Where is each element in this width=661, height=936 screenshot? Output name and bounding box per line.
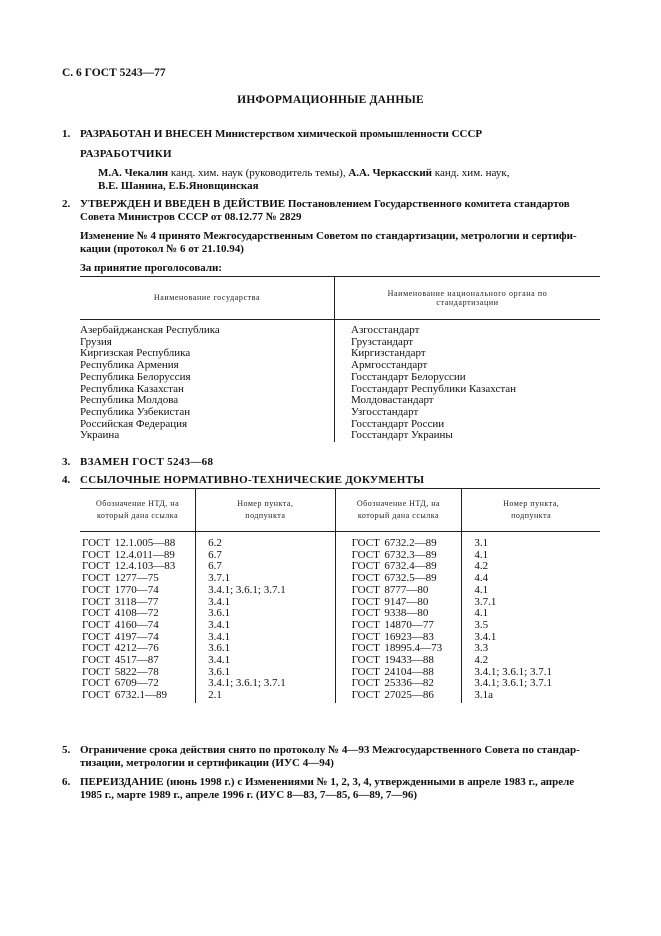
standards-body-name-value: Госстандарт Украины (351, 429, 453, 442)
ref-doc-value: 18995.4—73 (384, 642, 443, 655)
ref-doc-value: 12.4.011—89 (114, 548, 175, 561)
gost-prefix: ГОСТ (82, 689, 111, 702)
gost-prefix: ГОСТ (82, 583, 111, 596)
ref-item-value: 2.1 (208, 689, 222, 702)
gost-prefix: ГОСТ (351, 642, 380, 655)
state-name-value: Республика Белоруссия (80, 370, 191, 383)
ref-doc-value: 12.4.103—83 (114, 560, 176, 573)
standards-body-name-value: Киргизстандарт (351, 347, 426, 360)
section-6-line-2: 1985 г., марте 1989 г., апреле 1996 г. (ИУС 8—83, 7—85, 6—89, 7—96) (80, 789, 418, 801)
ref-item-value: 4.4 (474, 572, 489, 585)
ref-item-value: 3.4.1; 3.6.1; 3.7.1 (208, 677, 286, 690)
ref-item (474, 678, 599, 690)
ref-item-value: 3.1а (474, 689, 494, 702)
ref-item (474, 597, 599, 609)
gost-prefix: ГОСТ (351, 595, 380, 608)
ref-item-value: 3.4.1 (208, 618, 231, 631)
developers-line-2: В.Е. Шанина, Е.Б.Яновщинская (98, 180, 259, 192)
ref-doc-value: 4517—87 (114, 654, 159, 667)
ref-doc-value: 6732.4—89 (384, 560, 437, 573)
ref-item (208, 678, 334, 690)
ref-item-value: 3.7.1 (208, 572, 231, 585)
ref-item-value: 3.6.1 (208, 607, 231, 620)
ref-item-header-right: Номер пункта, подпункта (503, 499, 560, 520)
standards-body-name-value: Молдовастандарт (351, 394, 434, 407)
page-header: С. 6 ГОСТ 5243—77 (62, 67, 166, 79)
section-2-line-1: УТВЕРЖДЕН И ВВЕДЕН В ДЕЙСТВИЕ Постановлением Государственного комитета стандартов (80, 198, 570, 210)
ref-item-value: 3.7.1 (474, 595, 497, 608)
ref-item-value: 3.4.1 (208, 654, 231, 667)
ref-doc-value: 19433—88 (384, 654, 434, 667)
states-table-header (80, 277, 600, 320)
state-name-value: Республика Молдова (80, 394, 179, 407)
references-table-header (80, 489, 600, 532)
ref-doc-value: 25336—82 (384, 677, 434, 690)
ref-item-value: 3.4.1; 3.6.1; 3.7.1 (474, 677, 552, 690)
gost-prefix: ГОСТ (82, 630, 111, 643)
ref-item-value: 6.7 (208, 560, 222, 573)
state-name (80, 430, 334, 442)
section-4-text: ССЫЛОЧНЫЕ НОРМАТИВНО-ТЕХНИЧЕСКИЕ ДОКУМЕНТЫ (80, 474, 425, 486)
ref-item-value: 3.3 (474, 642, 489, 655)
ref-doc-value: 12.1.005—88 (114, 537, 176, 549)
ref-doc-value: 1277—75 (114, 572, 159, 585)
ref-item-value: 3.4.1 (208, 630, 231, 643)
gost-prefix: ГОСТ (351, 654, 380, 667)
bodies-col-header: Наименование национального органа по стандартизации (387, 288, 548, 307)
gost-prefix: ГОСТ (82, 595, 111, 608)
ref-item-value: 6.7 (208, 548, 222, 561)
ref-item-value: 4.1 (474, 548, 489, 561)
gost-prefix: ГОСТ (82, 677, 111, 690)
ref-item-header-left: Номер пункта, подпункта (196, 489, 336, 532)
developer-desc-2: канд. хим. наук, (432, 167, 510, 179)
gost-prefix: ГОСТ (351, 537, 380, 549)
ref-doc-value: 9147—80 (384, 595, 429, 608)
state-name-value: Республика Казахстан (80, 382, 184, 395)
ref-items-right-column (462, 532, 600, 703)
standards-body-name-value: Госстандарт Белоруссии (351, 370, 466, 383)
page-title: ИНФОРМАЦИОННЫЕ ДАННЫЕ (237, 94, 424, 106)
state-name-value: Российская Федерация (80, 417, 188, 430)
developer-name-2: А.А. Черкасский (348, 167, 433, 179)
ref-doc-value: 6732.1—89 (114, 689, 167, 702)
section-6-number: 6. (62, 776, 71, 788)
ref-item-value: 3.4.1 (474, 630, 497, 643)
state-name-value: Республика Армения (80, 359, 179, 372)
section-3-number: 3. (62, 456, 71, 468)
ref-doc-value: 24104—88 (384, 665, 434, 678)
standards-body-name-value: Госстандарт России (351, 417, 445, 430)
ref-doc-value: 8777—80 (384, 583, 429, 596)
ref-item (208, 538, 334, 550)
gost-prefix: ГОСТ (82, 607, 111, 620)
ref-item-value: 6.2 (208, 537, 222, 549)
section-5-number: 5. (62, 744, 71, 756)
gost-prefix: ГОСТ (82, 537, 111, 549)
ref-item (208, 550, 334, 562)
section-5-line-1: Ограничение срока действия снято по протоколу № 4—93 Межгосударственного Совета по стандар- (80, 744, 580, 756)
developers-line-1 (98, 167, 509, 180)
voted-heading: За принятие проголосовали: (80, 262, 223, 274)
gost-prefix: ГОСТ (351, 630, 380, 643)
gost-prefix: ГОСТ (351, 572, 380, 585)
ref-item (474, 550, 599, 562)
amendment-line-1: Изменение № 4 принято Межгосударственным Советом по стандартизации, метрологии и сертифи- (80, 230, 577, 242)
section-3-text: ВЗАМЕН ГОСТ 5243—68 (80, 456, 214, 468)
ref-doc-value: 4212—76 (114, 642, 159, 655)
state-name-value: Азербайджанская Республика (80, 324, 220, 336)
ref-doc-value: 4197—74 (114, 630, 159, 643)
state-name-value: Киргизская Республика (80, 347, 191, 360)
gost-prefix: ГОСТ (351, 677, 380, 690)
gost-prefix: ГОСТ (82, 560, 111, 573)
ref-doc-value: 9338—80 (384, 607, 429, 620)
ref-item-value: 4.1 (474, 607, 489, 620)
section-2-number: 2. (62, 198, 71, 210)
ref-item (208, 690, 334, 702)
ref-doc (82, 690, 194, 702)
developer-desc-1: канд. хим. наук (руководитель темы), (168, 167, 349, 179)
ref-doc-value: 14870—77 (384, 618, 434, 631)
standards-body-name-value: Армгосстандарт (351, 359, 428, 372)
gost-prefix: ГОСТ (82, 654, 111, 667)
state-name-value: Грузия (80, 335, 112, 348)
section-5-line-2: тизации, метрологии и сертификации (ИУС 4—94) (80, 757, 334, 769)
gost-prefix: ГОСТ (82, 665, 111, 678)
ref-doc-header-left: Обозначение НТД, на который дана ссылка (80, 489, 196, 532)
state-name-value: Республика Узбекистан (80, 405, 191, 418)
ref-doc-value: 6732.3—89 (384, 548, 437, 561)
ref-item (474, 573, 599, 585)
ref-item (474, 690, 599, 702)
standards-body-name-value: Грузстандарт (351, 335, 414, 348)
gost-prefix: ГОСТ (82, 572, 111, 585)
developer-name-1: М.А. Чекалин (98, 167, 169, 179)
ref-doc-value: 6709—72 (114, 677, 159, 690)
ref-doc-value: 16923—83 (384, 630, 434, 643)
developers-heading: РАЗРАБОТЧИКИ (80, 148, 172, 160)
ref-item-value: 4.2 (474, 560, 489, 573)
states-table (80, 276, 600, 442)
ref-item-value: 4.2 (474, 654, 489, 667)
ref-docs-left-column (80, 532, 196, 703)
references-table (80, 488, 600, 703)
ref-item-value: 3.4.1; 3.6.1; 3.7.1 (208, 583, 286, 596)
standards-body-name (351, 430, 600, 442)
ref-item-value: 4.1 (474, 583, 489, 596)
standards-body-name-value: Азгосстандарт (351, 324, 420, 336)
ref-item (474, 632, 599, 644)
ref-item-value: 3.5 (474, 618, 489, 631)
bodies-column (335, 320, 601, 443)
section-4-number: 4. (62, 474, 71, 486)
gost-prefix: ГОСТ (82, 548, 111, 561)
ref-item (474, 608, 599, 620)
states-column (80, 320, 335, 443)
gost-prefix: ГОСТ (351, 560, 380, 573)
ref-item (474, 561, 599, 573)
ref-doc-value: 3118—77 (114, 595, 159, 608)
gost-prefix: ГОСТ (82, 642, 111, 655)
ref-doc (352, 690, 461, 702)
ref-docs-right-column (335, 532, 462, 703)
gost-prefix: ГОСТ (351, 583, 380, 596)
amendment-line-2: кации (протокол № 6 от 21.10.94) (80, 243, 244, 255)
ref-doc-value: 1770—74 (114, 583, 159, 596)
state-name-value: Украина (80, 429, 120, 442)
standards-body-name-value: Госстандарт Республики Казахстан (351, 382, 517, 395)
section-1-number: 1. (62, 128, 71, 140)
section-6-line-1: ПЕРЕИЗДАНИЕ (июнь 1998 г.) с Изменениями № 1, 2, 3, 4, утвержденными в апреле 1983 г., апреле (80, 776, 575, 788)
ref-item (474, 643, 599, 655)
gost-prefix: ГОСТ (351, 548, 380, 561)
gost-prefix: ГОСТ (351, 665, 380, 678)
table-row (80, 532, 600, 703)
standards-body-name-value: Узгосстандарт (351, 405, 419, 418)
gost-prefix: ГОСТ (351, 607, 380, 620)
ref-doc-value: 6732.2—89 (384, 537, 437, 549)
section-2-line-2: Совета Министров СССР от 08.12.77 № 2829 (80, 211, 302, 223)
gost-prefix: ГОСТ (351, 689, 380, 702)
table-row (80, 320, 600, 443)
state-name (80, 325, 334, 337)
ref-doc-value: 27025—86 (384, 689, 434, 702)
ref-item-value: 3.6.1 (208, 642, 231, 655)
states-col-header: Наименование государства (80, 277, 335, 320)
section-1-line: РАЗРАБОТАН И ВНЕСЕН Министерством химической промышленности СССР (80, 128, 483, 140)
ref-items-left-column (196, 532, 336, 703)
ref-item-value: 3.1 (474, 537, 489, 549)
gost-prefix: ГОСТ (82, 618, 111, 631)
ref-doc-value: 5822—78 (114, 665, 159, 678)
gost-prefix: ГОСТ (351, 618, 380, 631)
ref-item (474, 538, 599, 550)
ref-item-value: 3.6.1 (208, 665, 231, 678)
ref-doc-value: 6732.5—89 (384, 572, 437, 585)
ref-doc-header-right: Обозначение НТД, на который дана ссылка (335, 489, 462, 532)
ref-doc-value: 4108—72 (114, 607, 159, 620)
ref-item-value: 3.4.1; 3.6.1; 3.7.1 (474, 665, 552, 678)
ref-item-value: 3.4.1 (208, 595, 231, 608)
section-1-text (80, 128, 482, 141)
ref-doc-value: 4160—74 (114, 618, 159, 631)
